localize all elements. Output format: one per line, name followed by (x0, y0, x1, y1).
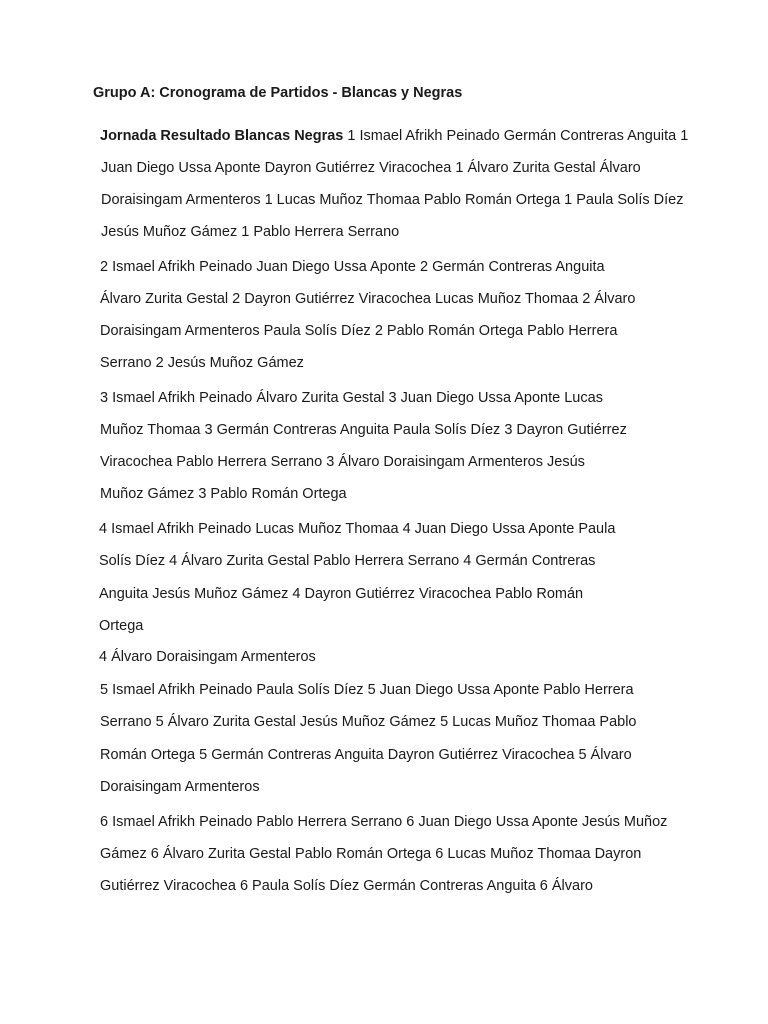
text-line: Román Ortega 5 Germán Contreras Anguita Dayron Gutiérrez Viracochea 5 Álvaro (100, 747, 632, 763)
text-line: Jesús Muñoz Gámez 1 Pablo Herrera Serrano (101, 224, 400, 240)
table-header: Jornada Resultado Blancas Negras (100, 128, 344, 144)
text-line: Juan Diego Ussa Aponte Dayron Gutiérrez Viracochea 1 Álvaro Zurita Gestal Álvaro (101, 160, 641, 176)
text-line: Viracochea Pablo Herrera Serrano 3 Álvaro Doraisingam Armenteros Jesús (100, 454, 585, 470)
text-line: Álvaro Zurita Gestal 2 Dayron Gutiérrez Viracochea Lucas Muñoz Thomaa 2 Álvaro (100, 291, 636, 307)
text-line: Doraisingam Armenteros (100, 779, 260, 795)
document-title: Grupo A: Cronograma de Partidos - Blancas y Negras (93, 85, 463, 101)
text-line: Doraisingam Armenteros Paula Solís Díez 2 Pablo Román Ortega Pablo Herrera (100, 323, 618, 339)
text-line: Serrano 5 Álvaro Zurita Gestal Jesús Muñoz Gámez 5 Lucas Muñoz Thomaa Pablo (100, 714, 637, 730)
text-line: Anguita Jesús Muñoz Gámez 4 Dayron Gutiérrez Viracochea Pablo Román (99, 586, 584, 602)
text-line: Solís Díez 4 Álvaro Zurita Gestal Pablo Herrera Serrano 4 Germán Contreras (99, 553, 596, 569)
text-line: 5 Ismael Afrikh Peinado Paula Solís Díez 5 Juan Diego Ussa Aponte Pablo Herrera (100, 682, 634, 698)
text-span: 1 Ismael Afrikh Peinado Germán Contreras Anguita 1 (343, 128, 689, 144)
text-line: Gámez 6 Álvaro Zurita Gestal Pablo Román Ortega 6 Lucas Muñoz Thomaa Dayron (100, 846, 642, 862)
text-line: 4 Ismael Afrikh Peinado Lucas Muñoz Thomaa 4 Juan Diego Ussa Aponte Paula (99, 521, 616, 537)
text-line: 2 Ismael Afrikh Peinado Juan Diego Ussa Aponte 2 Germán Contreras Anguita (100, 259, 605, 275)
text-line: Doraisingam Armenteros 1 Lucas Muñoz Thomaa Pablo Román Ortega 1 Paula Solís Díez (101, 192, 684, 208)
text-line: Muñoz Thomaa 3 Germán Contreras Anguita Paula Solís Díez 3 Dayron Gutiérrez (100, 422, 627, 438)
text-line: Serrano 2 Jesús Muñoz Gámez (100, 355, 304, 371)
text-line: 4 Álvaro Doraisingam Armenteros (99, 649, 316, 665)
text-line: 3 Ismael Afrikh Peinado Álvaro Zurita Gestal 3 Juan Diego Ussa Aponte Lucas (100, 390, 603, 406)
text-line: Ortega (99, 618, 144, 634)
text-line: 6 Ismael Afrikh Peinado Pablo Herrera Serrano 6 Juan Diego Ussa Aponte Jesús Muñoz (100, 814, 668, 830)
text-line: Muñoz Gámez 3 Pablo Román Ortega (100, 486, 347, 502)
text-line (100, 127, 688, 145)
text-line: Gutiérrez Viracochea 6 Paula Solís Díez Germán Contreras Anguita 6 Álvaro (100, 878, 593, 894)
